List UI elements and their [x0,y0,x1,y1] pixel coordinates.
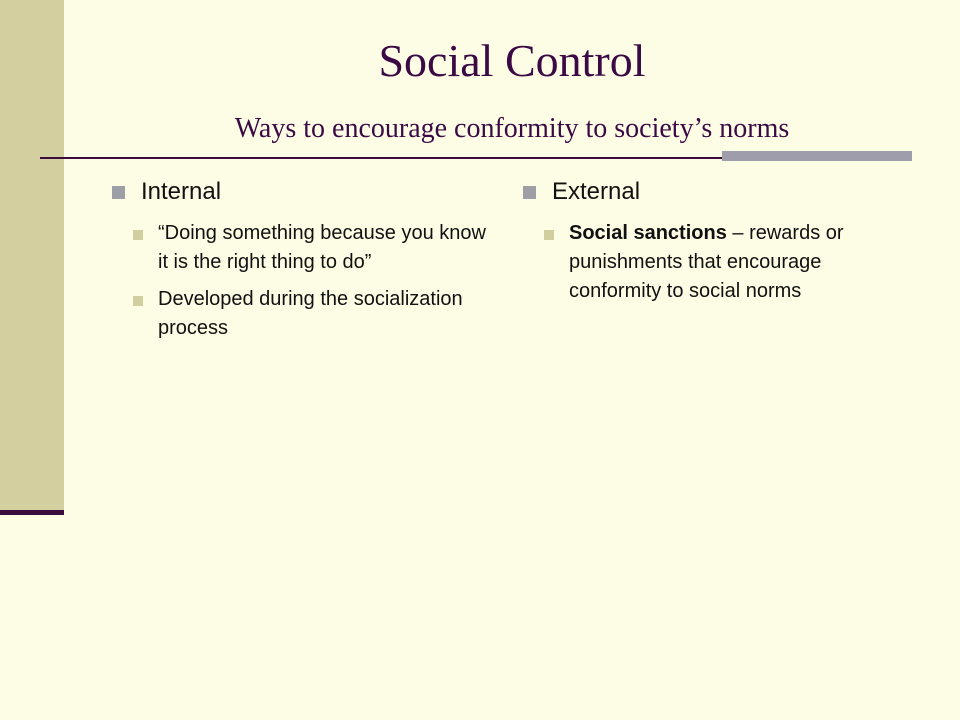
left-column [112,175,492,343]
square-bullet-icon [133,230,143,240]
left-bullet-text: “Doing something because you know it is the right thing to do” [158,222,486,273]
left-heading: Internal [141,178,222,205]
right-bullet-item [523,219,903,306]
title-rule-accent [722,151,912,161]
right-heading-item [523,175,903,209]
left-bullet-text: Developed during the socialization process [158,288,463,339]
left-band-divider [0,510,64,515]
slide-subtitle: Ways to encourage conformity to society’s norms [234,113,790,144]
left-accent-band [0,0,64,512]
square-bullet-icon [523,186,536,199]
square-bullet-icon [112,186,125,199]
right-heading: External [552,178,641,205]
social-sanctions-definition: – rewards or punishments that encourage conformity to social norms [569,222,844,302]
left-bullet-item [112,285,492,343]
square-bullet-icon [133,296,143,306]
right-column [523,175,903,306]
left-bullet-item [112,219,492,277]
square-bullet-icon [544,230,554,240]
right-bullet-content [569,222,844,302]
slide-title: Social Control [378,35,646,86]
social-sanctions-term: Social sanctions [569,222,727,244]
left-heading-item [112,175,492,209]
